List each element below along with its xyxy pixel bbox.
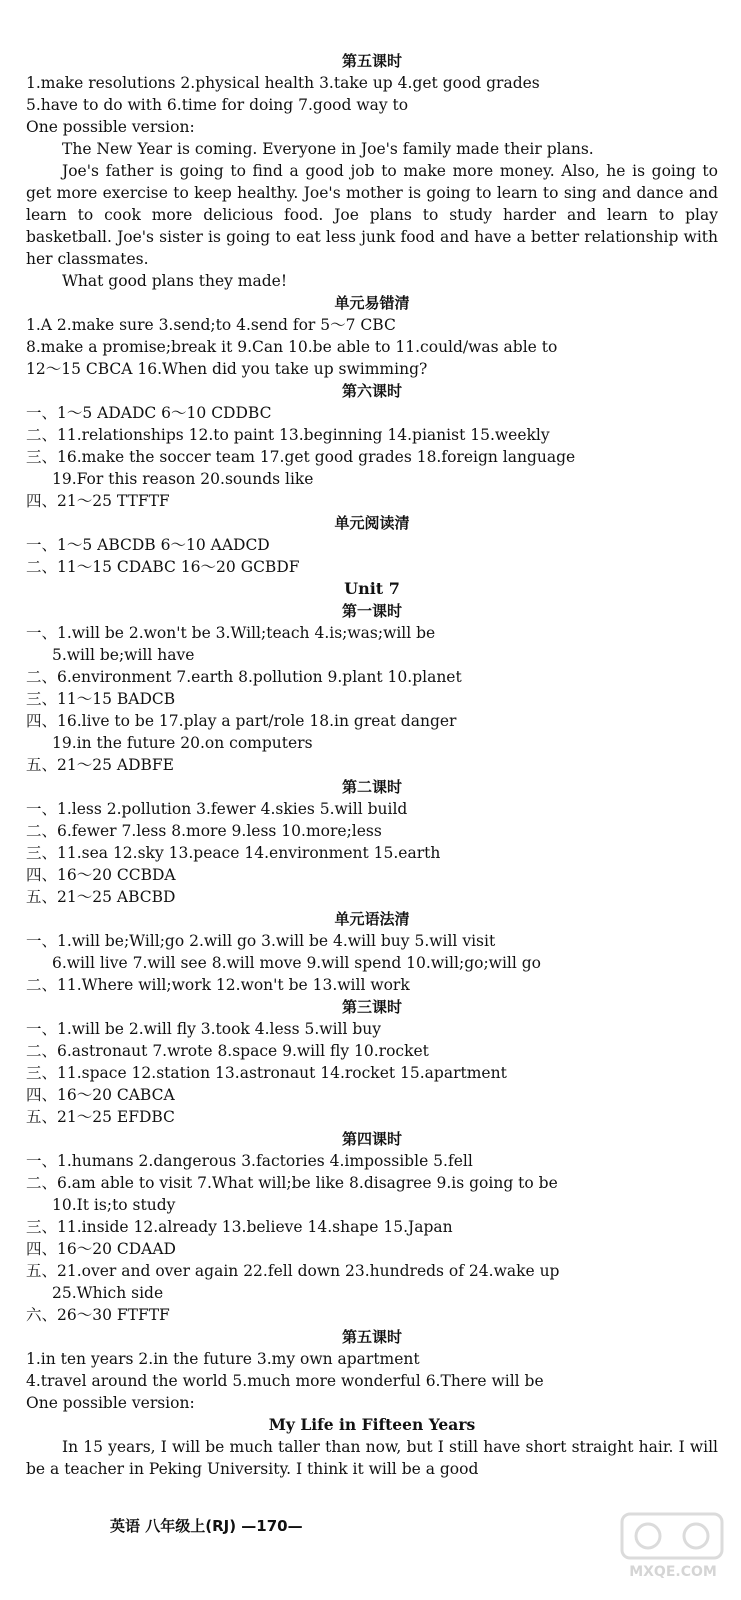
section-heading: 第三课时: [341, 998, 402, 1016]
answer-line: One possible version:: [26, 118, 195, 136]
answer-line: 二、11～15 CDABC 16～20 GCBDF: [26, 558, 300, 576]
answer-line: 二、11.Where will;work 12.won't be 13.will work: [26, 976, 410, 994]
answer-line: 25.Which side: [52, 1284, 164, 1302]
answer-line: 1.in ten years 2.in the future 3.my own apartment: [26, 1350, 420, 1368]
watermark-text: MXQE.COM: [629, 1564, 717, 1580]
answer-line: 一、1.will be 2.won't be 3.Will;teach 4.is;was;will be: [26, 624, 436, 642]
section-heading: 第五课时: [341, 1328, 402, 1346]
answer-line: 6.will live 7.will see 8.will move 9.will spend 10.will;go;will go: [52, 954, 541, 972]
answer-line: 19.in the future 20.on computers: [52, 734, 313, 752]
answer-page: [26, 50, 718, 1480]
answer-line: 二、11.relationships 12.to paint 13.beginning 14.pianist 15.weekly: [26, 426, 550, 444]
answer-line: 一、1～5 ADADC 6～10 CDDBC: [26, 404, 272, 422]
answer-line: 一、1.humans 2.dangerous 3.factories 4.impossible 5.fell: [26, 1152, 473, 1170]
section-heading: 第五课时: [341, 52, 402, 70]
answer-line: 五、21.over and over again 22.fell down 23.hundreds of 24.wake up: [26, 1262, 560, 1280]
page-footer: 英语 八年级上(RJ) —170—: [110, 1517, 303, 1535]
answer-line: 四、16～20 CCBDA: [26, 866, 176, 884]
section-heading: 第四课时: [341, 1130, 402, 1148]
answer-line: 四、16～20 CABCA: [26, 1086, 175, 1104]
answer-line: 四、21～25 TTFTF: [26, 492, 170, 510]
answer-line: 1.A 2.make sure 3.send;to 4.send for 5～7 CBC: [26, 316, 396, 334]
answer-line: 六、26～30 FTFTF: [26, 1306, 170, 1324]
answer-line: 二、6.environment 7.earth 8.pollution 9.plant 10.planet: [26, 668, 462, 686]
answer-line: 三、11.sea 12.sky 13.peace 14.environment 15.earth: [26, 844, 441, 862]
answer-line: 一、1.less 2.pollution 3.fewer 4.skies 5.will build: [26, 800, 408, 818]
answer-line: 三、11.inside 12.already 13.believe 14.shape 15.Japan: [26, 1218, 453, 1236]
essay-paragraph: What good plans they made!: [62, 272, 288, 290]
essay-paragraph: Joe's father is going to find a good job to make more money. Also, he is going to get more exercise to keep healthy. Joe's mother is going to learn to sing and dance and learn to cook more delicious food. Joe plans to study harder and learn to play basketball. Joe's sister is going to eat less junk food and have a better relationship with her classmates.: [26, 162, 718, 268]
answer-line: 12～15 CBCA 16.When did you take up swimming?: [26, 360, 428, 378]
answer-line: 1.make resolutions 2.physical health 3.take up 4.get good grades: [26, 74, 540, 92]
answer-line: 二、6.fewer 7.less 8.more 9.less 10.more;less: [26, 822, 382, 840]
answer-line: 4.travel around the world 5.much more wonderful 6.There will be: [26, 1372, 544, 1390]
answer-line: 5.will be;will have: [52, 646, 195, 664]
answer-line: 五、21～25 EFDBC: [26, 1108, 175, 1126]
answer-line: 五、21～25 ABCBD: [26, 888, 176, 906]
watermark-logo: [618, 1508, 728, 1584]
answer-line: 五、21～25 ADBFE: [26, 756, 174, 774]
answer-line: 四、16～20 CDAAD: [26, 1240, 176, 1258]
section-heading: Unit 7: [344, 579, 400, 598]
essay-paragraph: The New Year is coming. Everyone in Joe's family made their plans.: [62, 140, 594, 158]
answer-line: 19.For this reason 20.sounds like: [52, 470, 314, 488]
essay-paragraph: In 15 years, I will be much taller than now, but I still have short straight hair. I will be a teacher in Peking University. I think it will be a good: [26, 1438, 718, 1478]
section-heading: 单元语法清: [334, 910, 410, 928]
answer-line: 一、1～5 ABCDB 6～10 AADCD: [26, 536, 270, 554]
section-heading: 第一课时: [341, 602, 402, 620]
answer-line: 三、11～15 BADCB: [26, 690, 176, 708]
answer-line: 二、6.astronaut 7.wrote 8.space 9.will fly 10.rocket: [26, 1042, 429, 1060]
answer-line: 四、16.live to be 17.play a part/role 18.in great danger: [26, 712, 457, 730]
section-heading: 第六课时: [341, 382, 402, 400]
section-heading: 单元阅读清: [334, 514, 410, 532]
answer-line: One possible version:: [26, 1394, 195, 1412]
section-heading: 第二课时: [341, 778, 402, 796]
section-heading: 单元易错清: [334, 294, 410, 312]
answer-line: 三、11.space 12.station 13.astronaut 14.rocket 15.apartment: [26, 1064, 507, 1082]
answer-line: 一、1.will be;Will;go 2.will go 3.will be 4.will buy 5.will visit: [26, 932, 496, 950]
answer-line: 10.It is;to study: [52, 1196, 176, 1214]
answer-line: 一、1.will be 2.will fly 3.took 4.less 5.will buy: [26, 1020, 382, 1038]
essay-title: My Life in Fifteen Years: [268, 1415, 476, 1434]
answer-line: 5.have to do with 6.time for doing 7.good way to: [26, 96, 409, 114]
answer-line: 三、16.make the soccer team 17.get good grades 18.foreign language: [26, 448, 576, 466]
answer-line: 8.make a promise;break it 9.Can 10.be able to 11.could/was able to: [26, 338, 558, 356]
answer-line: 二、6.am able to visit 7.What will;be like 8.disagree 9.is going to be: [26, 1174, 558, 1192]
